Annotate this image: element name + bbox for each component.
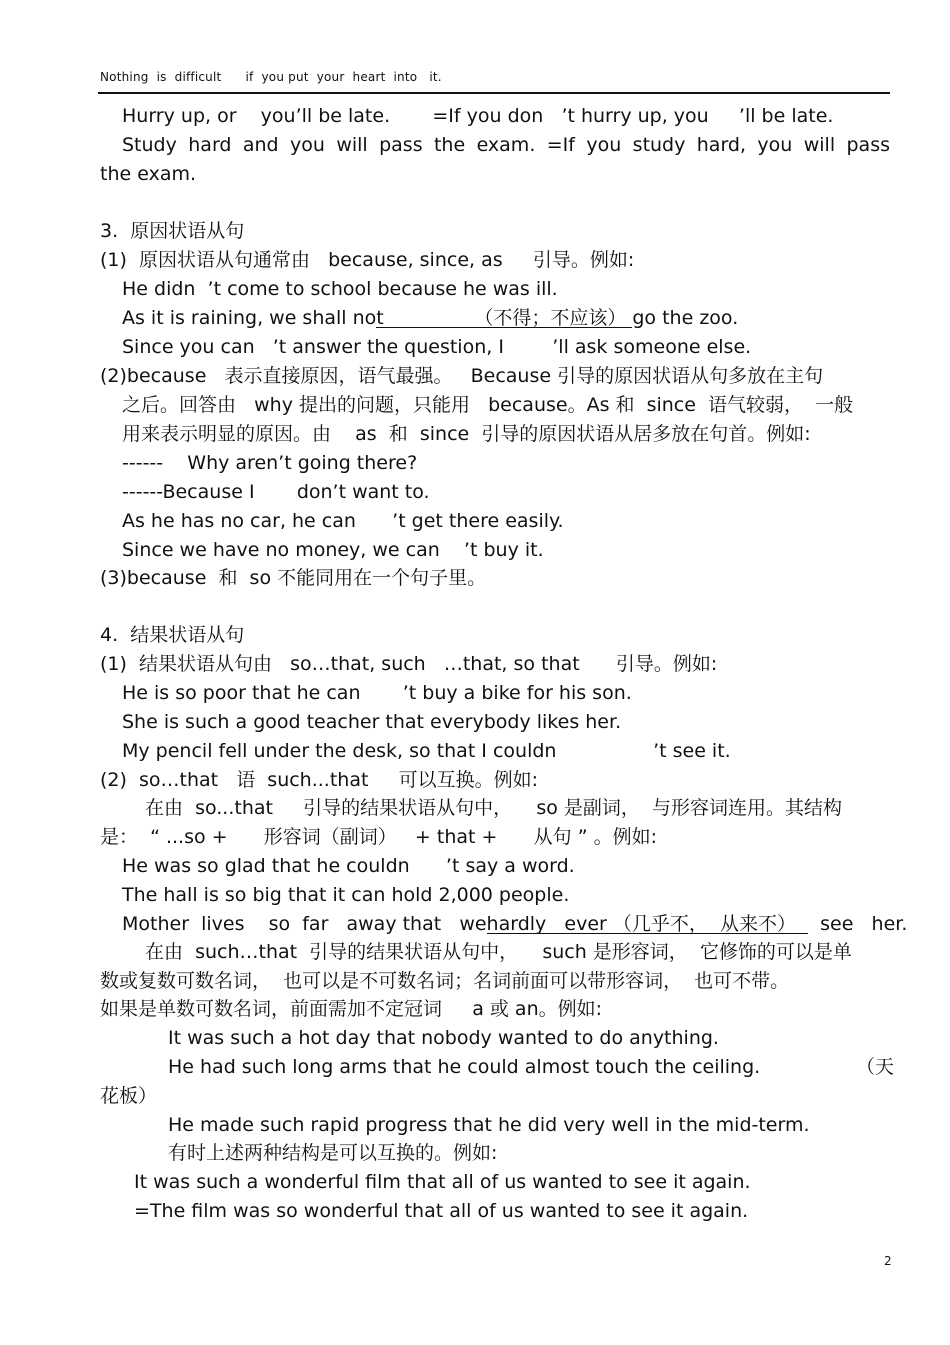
text-line: Hurry up, or you’ll be late. =If you don ’t hurry up, you ’ll be late. bbox=[122, 105, 834, 127]
text-line: (3)because 和 so 不能同用在一个句子里。 bbox=[100, 567, 487, 589]
example-sentence: He was so glad that he couldn ’t say a word. bbox=[122, 855, 575, 877]
text-segment: go the zoo. bbox=[632, 307, 739, 329]
gloss-text: 花板） bbox=[100, 1085, 158, 1107]
example-sentence: It was such a wonderful film that all of us wanted to see it again. bbox=[134, 1171, 751, 1193]
example-sentence bbox=[122, 912, 907, 936]
example-sentence: =The film was so wonderful that all of us wanted to see it again. bbox=[134, 1200, 749, 1222]
text-line: Study hard and you will pass the exam. =If you study hard, you will pass bbox=[122, 134, 890, 156]
text-line: 在由 such…that 引导的结果状语从句中， such 是形容词， 它修饰的可以是单 bbox=[145, 941, 852, 963]
page-header: Nothing is difficult if you put your heart into it. bbox=[100, 70, 442, 84]
example-sentence: As he has no car, he can ’t get there easily. bbox=[122, 510, 564, 532]
example-sentence: The hall is so big that it can hold 2,000 people. bbox=[122, 884, 570, 906]
dialogue-line: ------Because I don’t want to. bbox=[122, 481, 430, 503]
text-line: 如果是单数可数名词，前面需加不定冠词 a 或 an。例如: bbox=[100, 998, 603, 1020]
text-line: (1) 结果状语从句由 so…that, such …that, so that 引导。例如: bbox=[100, 653, 718, 675]
section-heading: 4. 结果状语从句 bbox=[100, 624, 245, 646]
text-line: 有时上述两种结构是可以互换的。例如: bbox=[168, 1142, 498, 1164]
dialogue-line: ------ Why aren’t going there? bbox=[122, 452, 418, 474]
gloss-text: （天 bbox=[856, 1056, 895, 1078]
example-sentence: Since we have no money, we can ’t buy it. bbox=[122, 539, 544, 561]
text-line: (2) so…that 语 such...that 可以互换。例如: bbox=[100, 769, 539, 791]
text-line: the exam. bbox=[100, 163, 197, 185]
text-segment: As it is raining, we shall no bbox=[122, 307, 377, 329]
example-sentence: Since you can ’t answer the question, I ’ll ask someone else. bbox=[122, 336, 752, 358]
header-rule bbox=[98, 92, 890, 94]
underlined-note: hardly ever （几乎不， 从来不） bbox=[486, 913, 809, 935]
section-heading: 3. 原因状语从句 bbox=[100, 220, 245, 242]
example-sentence: He is so poor that he can ’t buy a bike for his son. bbox=[122, 682, 632, 704]
example-sentence: It was such a hot day that nobody wanted to do anything. bbox=[168, 1027, 719, 1049]
text-line: 在由 so...that 引导的结果状语从句中， so 是副词， 与形容词连用。其结构 bbox=[145, 797, 842, 819]
page-number: 2 bbox=[884, 1254, 892, 1268]
example-sentence: He had such long arms that he could almost touch the ceiling. bbox=[168, 1056, 761, 1078]
text-segment: Mother lives so far away that we bbox=[122, 913, 487, 935]
text-line: (1) 原因状语从句通常由 because, since, as 引导。例如: bbox=[100, 249, 635, 271]
example-sentence: My pencil fell under the desk, so that I couldn ’t see it. bbox=[122, 740, 731, 762]
text-line: 数或复数可数名词， 也可以是不可数名词；名词前面可以带形容词， 也可不带。 bbox=[100, 970, 790, 992]
text-line: 用来表示明显的原因。由 as 和 since 引导的原因状语从居多放在句首。例如: bbox=[122, 423, 811, 445]
example-sentence: She is such a good teacher that everybody likes her. bbox=[122, 711, 622, 733]
text-line: 是： “ ...so + 形容词（副词） + that + 从句 ” 。例如: bbox=[100, 826, 657, 848]
text-line: (2)because 表示直接原因，语气最强。 Because 引导的原因状语从句多放在主句 bbox=[100, 365, 824, 387]
text-segment: see her. bbox=[808, 913, 908, 935]
example-sentence: He made such rapid progress that he did very well in the mid-term. bbox=[168, 1114, 810, 1136]
example-sentence: He didn ’t come to school because he was ill. bbox=[122, 278, 558, 300]
underlined-note: t （不得；不应该） bbox=[376, 307, 633, 329]
example-sentence bbox=[122, 306, 738, 330]
text-line: 之后。回答由 why 提出的问题，只能用 because。As 和 since 语气较弱， 一般 bbox=[122, 394, 854, 416]
